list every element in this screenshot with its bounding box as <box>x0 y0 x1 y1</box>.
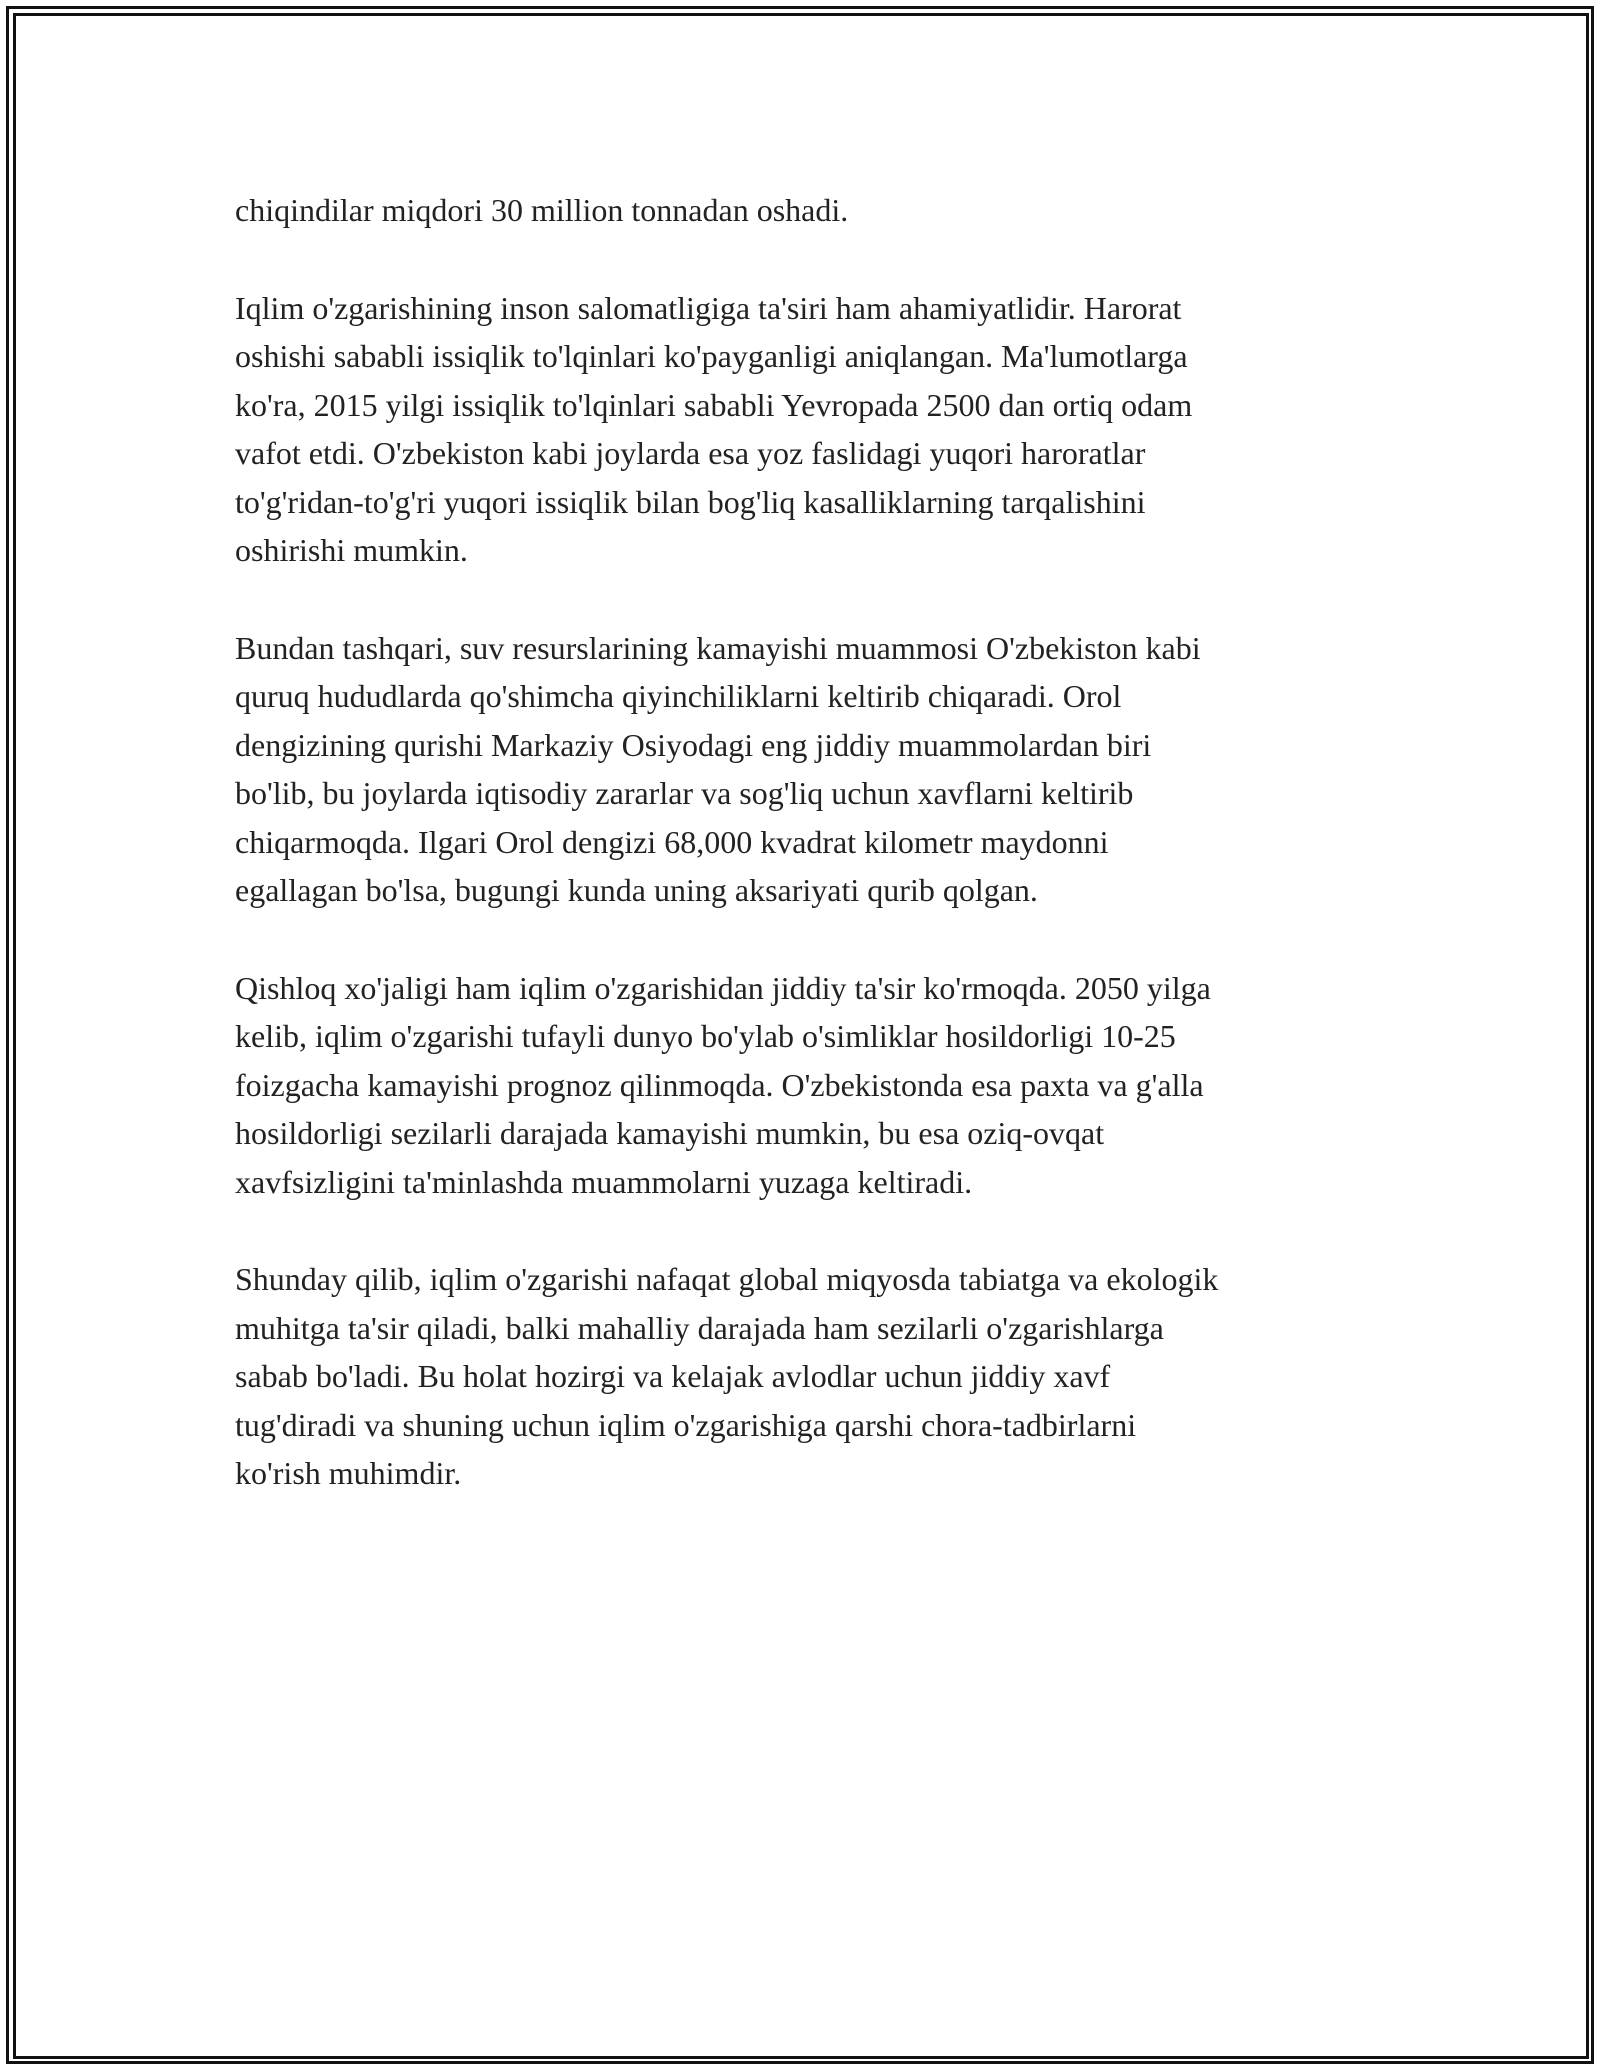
paragraph-health-impact: Iqlim o'zgarishining inson salomatligiga ta'siri ham ahamiyatlidir. Harorat oshishi sababli issiqlik to'lqinlari ko'payganligi aniqlangan. Ma'lumotlarga ko'ra, 2015 yilgi issiqlik to'lqinlari sababli Yevropada 2500 dan ortiq odam vafot etdi. O'zbekiston kabi joylarda esa yoz faslidagi yuqori haroratlar to'g'ridan-to'g'ri yuqori issiqlik bilan bog'liq kasalliklarning tarqalishini oshirishi mumkin. <box>235 289 1193 568</box>
paragraph-conclusion: Shunday qilib, iqlim o'zgarishi nafaqat global miqyosda tabiatga va ekologik muhitga ta'sir qiladi, balki mahalliy darajada ham sezilarli o'zgarishlarga sabab bo'ladi. Bu holat hozirgi va kelajak avlodlar uchun jiddiy xavf tug'diradi va shuning uchun iqlim o'zgarishiga qarshi chora-tadbirlarni ko'rish muhimdir. <box>235 1261 1219 1491</box>
document-body <box>235 186 1375 1547</box>
paragraph-agriculture: Qishloq xo'jaligi ham iqlim o'zgarishidan jiddiy ta'sir ko'rmoqda. 2050 yilga kelib, iqlim o'zgarishi tufayli dunyo bo'ylab o'simliklar hosildorligi 10-25 foizgacha kamayishi prognoz qilinmoqda. O'zbekistonda esa paxta va g'alla hosildorligi sezilarli darajada kamayishi mumkin, bu esa oziq-ovqat xavfsizligini ta'minlashda muammolarni yuzaga keltiradi. <box>235 969 1211 1200</box>
paragraph-water-resources: Bundan tashqari, suv resurslarining kamayishi muammosi O'zbekiston kabi quruq hududlarda qo'shimcha qiyinchiliklarni keltirib chiqaradi. Orol dengizining qurishi Markaziy Osiyodagi eng jiddiy muammolardan biri bo'lib, bu joylarda iqtisodiy zararlar va sog'liq uchun xavflarni keltirib chiqarmoqda. Ilgari Orol dengizi 68,000 kvadrat kilometr maydonni egallagan bo'lsa, bugungi kunda uning aksariyati qurib qolgan. <box>235 629 1201 908</box>
paragraph-waste-volume: chiqindilar miqdori 30 million tonnadan oshadi. <box>235 192 849 228</box>
